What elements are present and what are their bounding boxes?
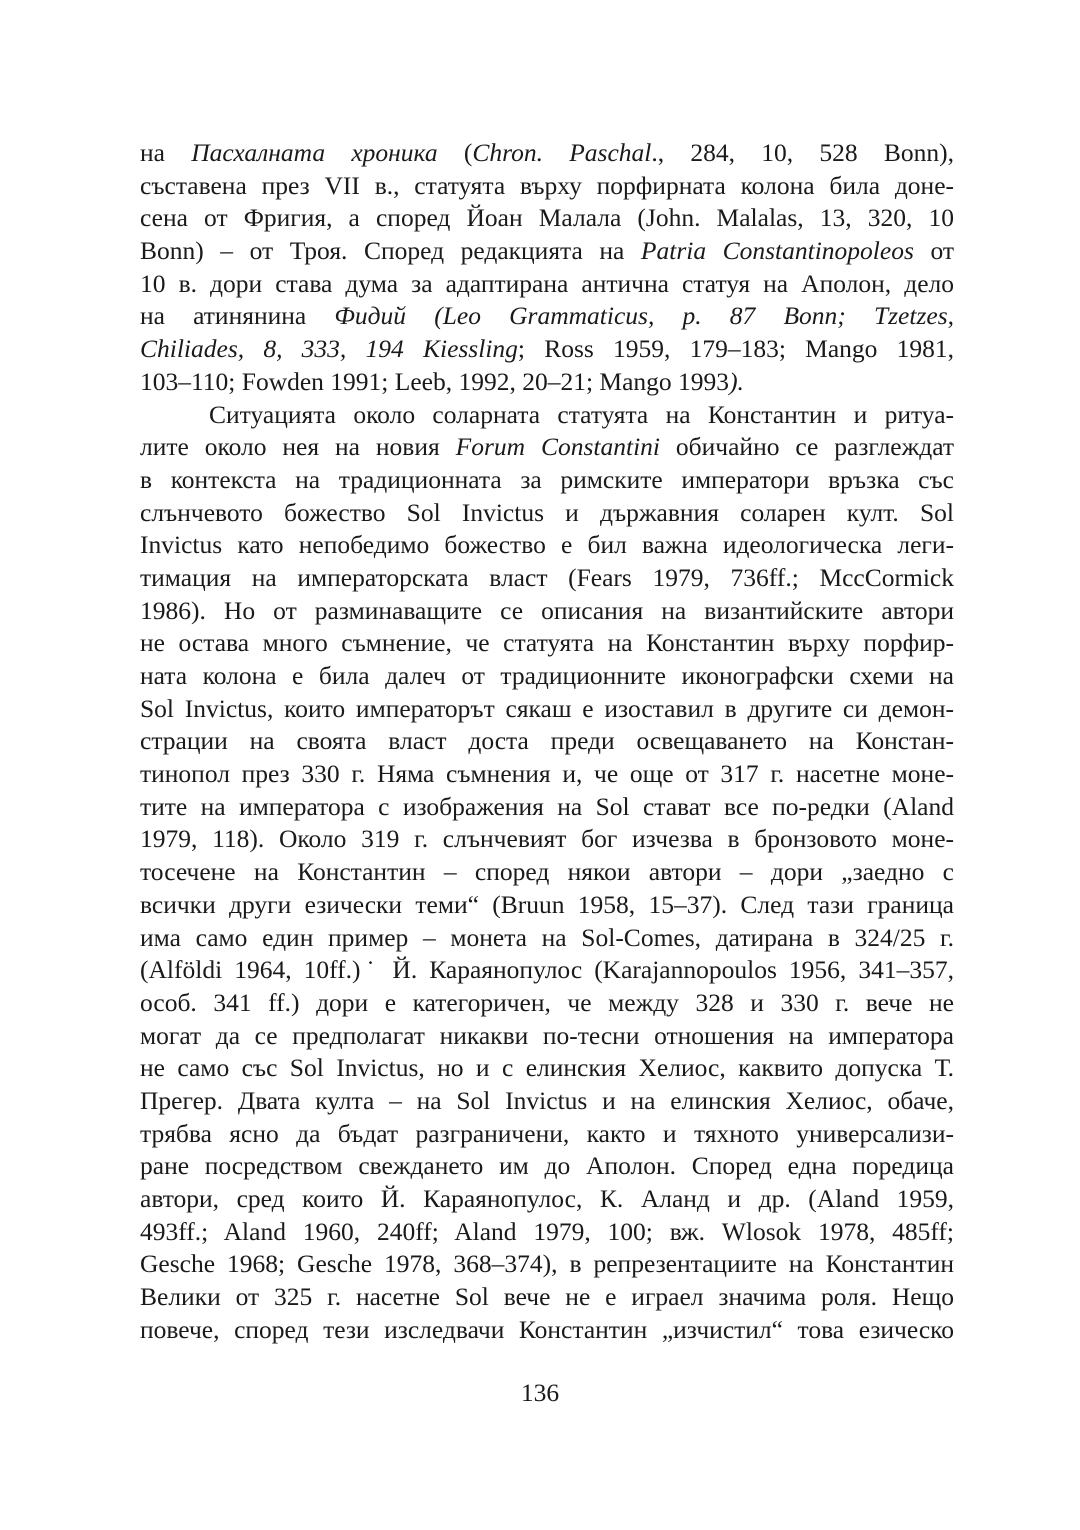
text-run: могат да се предполагат никакви по-тесни отношения на императора: [140, 1020, 954, 1050]
text-run: лите около нея на новия: [140, 432, 456, 462]
text-line: [140, 1281, 954, 1314]
body-text: [140, 137, 954, 1346]
text-run: (: [437, 138, 473, 167]
text-run: автори, сред които Й. Караянопулос, К. Аланд и др. (Aland 1959,: [140, 1184, 954, 1213]
text-run: тинопол през 330 г. Няма съмнения и, че още от 317 г. насетне моне-: [140, 759, 954, 789]
text-run: 103–110; Fowden 1991; Leeb, 1992, 20–21; Mango 1993: [140, 366, 730, 396]
text-line: [140, 562, 954, 595]
text-run: има само един пример – монета на Sol-Comes, датирана в 324/25 г.: [140, 922, 954, 952]
text-run: 10 в. дори става дума за адаптирана антична статуя на Аполон, дело: [140, 268, 954, 298]
paragraph-1: [140, 137, 954, 399]
text-run: сена от Фригия, а според Йоан Малала (John. Malalas, 13, 320, 10: [140, 203, 954, 233]
text-line: [140, 987, 954, 1020]
text-line: [140, 268, 954, 301]
text-run: тосечене на Константин – според някои автори – дори „заедно с: [140, 857, 954, 887]
text-run: на: [140, 138, 192, 167]
text-run: всички други езически теми“ (Bruun 1958, 15–37). След тази граница: [140, 889, 954, 919]
text-line: [140, 758, 954, 791]
italic-text: Chiliades, 8, 333, 194 Kiessling: [140, 334, 518, 364]
italic-text: Фидий (Leo Grammaticus, p. 87 Bonn; Tzetzes,: [334, 301, 954, 331]
text-line: [140, 333, 954, 366]
text-line: [140, 366, 954, 399]
text-run: повече, според тези изследвачи Константин „изчистил“ това езическо: [140, 1314, 954, 1344]
text-line: [140, 922, 954, 955]
text-line: [140, 1216, 954, 1249]
text-line: [140, 1052, 954, 1085]
text-run: Велики от 325 г. насетне Sol вече не е играел значима роля. Нещо: [140, 1282, 954, 1312]
text-line: [140, 1314, 954, 1347]
text-line: [140, 431, 954, 464]
text-line: [140, 170, 954, 203]
text-run: тите на императора с изображения на Sol стават все по-редки (Aland: [140, 791, 954, 821]
text-run: 1986). Но от разминаващите се описания на византийските автори: [140, 595, 954, 625]
text-run: в контекста на традиционната за римските императори връзка със: [140, 464, 954, 494]
text-run: не остава много съмнение, че статуята на Константин върху порфир-: [140, 628, 954, 658]
text-run: съставена през VII в., статуята върху порфирната колона била доне-: [140, 170, 954, 200]
text-line: [140, 300, 954, 333]
text-line: [140, 791, 954, 824]
text-run: обичайно се разглеждат: [660, 432, 955, 462]
text-run: на атинянина: [140, 301, 335, 331]
text-line: [140, 235, 954, 268]
text-run: Прегер. Двата култа – на Sol Invictus и на елинския Хелиос, обаче,: [140, 1085, 954, 1115]
text-run: Sol Invictus, които императорът сякаш е изоставил в другите си демон-: [140, 693, 954, 723]
text-line: [140, 823, 954, 856]
text-run: тимация на императорската власт (Fears 1979, 736ff.; MccCormick: [140, 562, 954, 592]
text-line: [140, 202, 954, 235]
text-line: [140, 497, 954, 530]
text-run: ране посредством свеждането им до Аполон. Според една поредица: [140, 1151, 954, 1181]
text-line: [140, 529, 954, 562]
text-run: трябва ясно да бъдат разграничени, както и тяхното универсализи-: [140, 1118, 954, 1148]
text-run: от: [913, 236, 954, 266]
text-run: не само със Sol Invictus, но и с елинския Хелиос, каквито допуска Т.: [140, 1053, 954, 1083]
text-line: [140, 137, 954, 170]
italic-text: ).: [729, 366, 744, 396]
text-run: Bonn) – от Троя. Според редакцията на: [140, 236, 641, 266]
text-run: ., 284, 10, 528 Bonn),: [651, 138, 954, 167]
italic-text: Forum Constantini: [455, 432, 660, 462]
paragraph-2: [140, 399, 954, 1347]
text-line: [140, 693, 954, 726]
text-run: 1979, 118). Около 319 г. слънчевият бог изчезва в бронзовото моне-: [140, 824, 954, 854]
text-line: [140, 1150, 954, 1183]
italic-text: Chron. Paschal: [472, 138, 652, 167]
text-line: [140, 595, 954, 628]
text-run: (Alföldi 1964, 10ff.)˙ Й. Караянопулос (Karajannopoulos 1956, 341–357,: [140, 955, 954, 985]
text-line: [140, 954, 954, 987]
text-line: [140, 399, 954, 432]
text-line: [140, 856, 954, 889]
text-run: особ. 341 ff.) дори е категоричен, че между 328 и 330 г. вече не: [140, 987, 954, 1017]
text-run: страции на своята власт доста преди освещаването на Констан-: [140, 726, 954, 756]
text-line: [140, 1085, 954, 1118]
text-run: Gesche 1968; Gesche 1978, 368–374), в репрезентациите на Константин: [140, 1249, 954, 1279]
text-line: [140, 1248, 954, 1281]
text-run: 493ff.; Aland 1960, 240ff; Aland 1979, 100; вж. Wlosok 1978, 485ff;: [140, 1216, 954, 1246]
text-line: [140, 725, 954, 758]
text-line: [140, 660, 954, 693]
text-run: Invictus като непобедимо божество е бил важна идеологическа леги-: [140, 530, 954, 560]
text-line: [140, 627, 954, 660]
text-line: [140, 1183, 954, 1216]
text-run: ; Ross 1959, 179–183; Mango 1981,: [517, 334, 954, 364]
text-run: ната колона е била далеч от традиционните иконографски схеми на: [140, 661, 954, 690]
italic-text: Patria Constantinopoleos: [640, 236, 914, 266]
page-number: 136: [520, 1378, 560, 1407]
text-line: [140, 889, 954, 922]
italic-text: Пасхалната хроника: [191, 138, 438, 167]
text-line: [140, 464, 954, 497]
text-run: Ситуацията около соларната статуята на Константин и ритуа-: [209, 399, 954, 429]
text-line: [140, 1118, 954, 1151]
text-line: [140, 1020, 954, 1053]
text-run: слънчевото божество Sol Invictus и държавния соларен култ. Sol: [140, 497, 954, 527]
